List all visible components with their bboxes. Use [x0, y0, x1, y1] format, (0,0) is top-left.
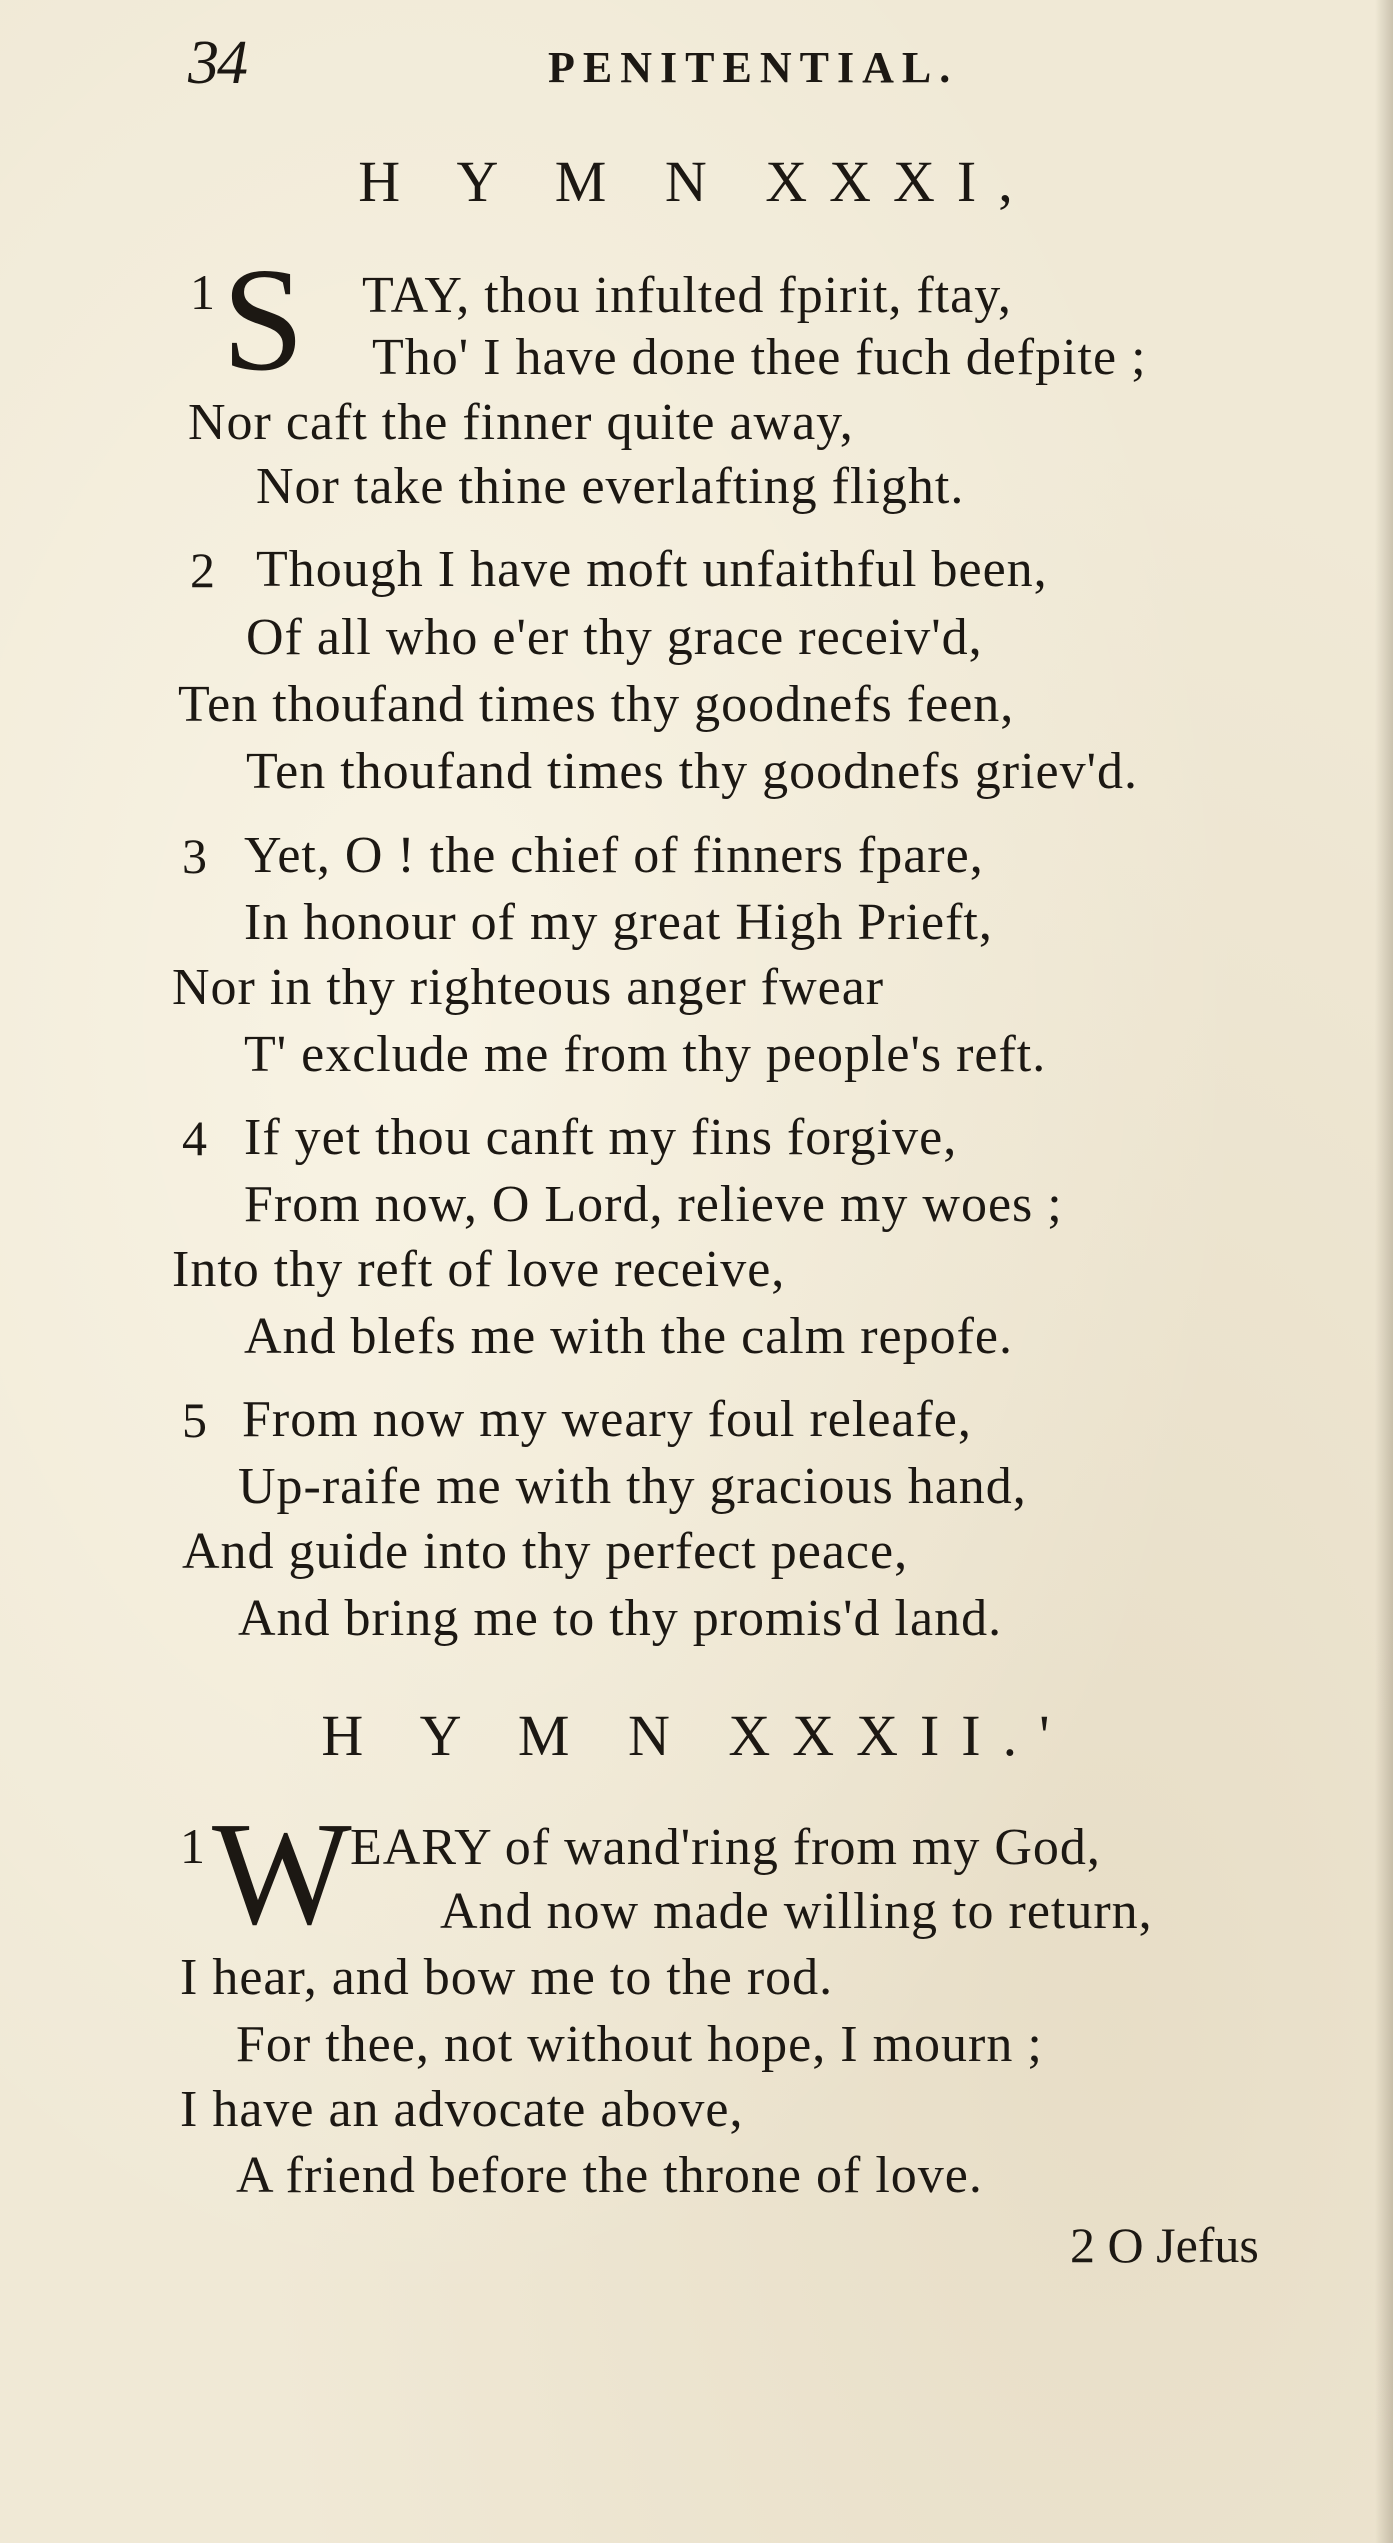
stanza-number: 1 [190, 264, 215, 320]
verse-line: A friend before the throne of love. [236, 2147, 983, 2204]
verse-line: And blefs me with the calm repofe. [244, 1308, 1013, 1365]
page-spine-shadow [1375, 0, 1393, 2543]
verse-line: And guide into thy perfect peace, [182, 1523, 909, 1580]
stanza-number: 2 [190, 542, 215, 598]
verse-line: From now, O Lord, relieve my woes ; [244, 1176, 1063, 1233]
verse-line: TAY, thou infulted fpirit, ftay, [362, 267, 1012, 324]
verse-line: And now made willing to return, [440, 1883, 1153, 1940]
verse-line: Up-raife me with thy gracious hand, [238, 1458, 1027, 1515]
verse-line: I hear, and bow me to the rod. [180, 1949, 834, 2006]
hymn-32-title: H Y M N XXXII.' [321, 1703, 1072, 1768]
stanza-number: 3 [182, 828, 207, 884]
running-title: PENITENTIAL. [548, 43, 959, 92]
verse-line: If yet thou canft my fins forgive, [244, 1109, 958, 1166]
verse-line: Nor take thine everlafting flight. [256, 458, 965, 515]
verse-line: Ten thoufand times thy goodnefs griev'd. [246, 743, 1139, 800]
verse-line: I have an advocate above, [180, 2081, 744, 2138]
hymn-31-title: H Y M N XXXI, [358, 149, 1035, 214]
drop-capital: W [212, 1792, 352, 1956]
stanza-number: 1 [180, 1818, 205, 1874]
drop-capital: S [222, 238, 305, 402]
verse-line: Into thy reft of love receive, [172, 1241, 786, 1298]
verse-line: Yet, O ! the chief of finners fpare, [244, 827, 984, 884]
verse-line: For thee, not without hope, I mourn ; [236, 2016, 1043, 2073]
catchword: 2 O Jefus [1070, 2217, 1259, 2273]
verse-line: Nor in thy righteous anger fwear [172, 959, 885, 1016]
verse-line: Ten thoufand times thy goodnefs feen, [178, 676, 1015, 733]
verse-line: Of all who e'er thy grace receiv'd, [246, 609, 983, 666]
stanza-number: 5 [182, 1392, 207, 1448]
verse-line: Nor caft the finner quite away, [188, 394, 854, 451]
verse-line: From now my weary foul releafe, [242, 1391, 972, 1448]
running-head [0, 28, 1393, 98]
page-number: 34 [188, 29, 246, 97]
verse-line: And bring me to thy promis'd land. [238, 1590, 1003, 1647]
verse-line: Though I have moft unfaithful been, [256, 541, 1048, 598]
verse-line: T' exclude me from thy people's reft. [244, 1026, 1047, 1083]
verse-line: In honour of my great High Prieft, [244, 894, 993, 951]
stanza-number: 4 [182, 1110, 207, 1166]
verse-line: Tho' I have done thee fuch defpite ; [372, 329, 1147, 386]
verse-line: EARY of wand'ring from my God, [350, 1819, 1101, 1876]
